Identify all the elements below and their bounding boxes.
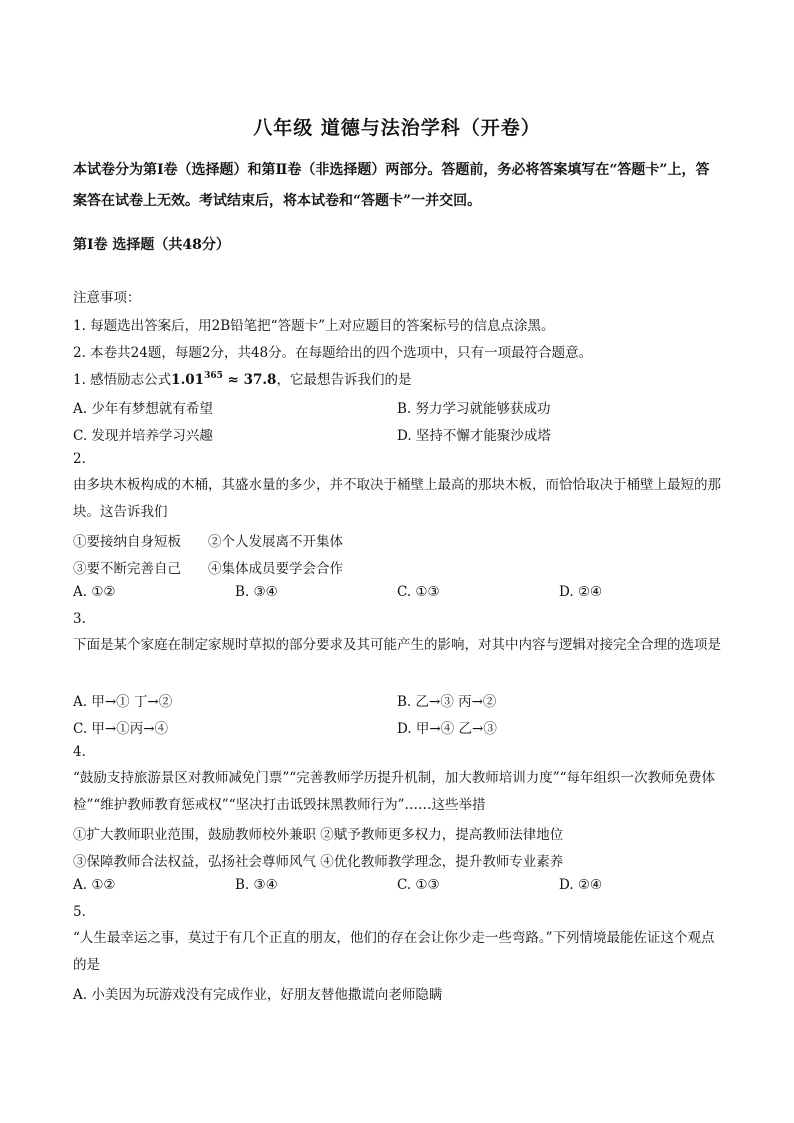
question-2-stem: 由多块木板构成的木桶，其盛水量的多少，并不取决于桶壁上最高的那块木板，而恰恰取决于桶壁上最短的那块。这告诉我们 — [73, 477, 721, 520]
statement: ①要接纳自身短板 ②个人发展离不开集体 — [73, 534, 343, 550]
page-title: 八年级 道德与法治学科（开卷） — [253, 117, 541, 139]
option: C. ①③ — [397, 584, 440, 600]
note-item: 1. 每题选出答案后，用2B铅笔把“答题卡”上对应题目的答案标号的信息点涂黑。 — [73, 318, 555, 334]
question-1-stem — [73, 368, 411, 388]
statement: ③要不断完善自己 ④集体成员要学会合作 — [73, 561, 343, 577]
option: A. ①② — [73, 584, 116, 600]
option: C. ①③ — [397, 877, 440, 893]
question-number: 2. — [73, 451, 86, 467]
option: D. 坚持不懈才能聚沙成塔 — [397, 428, 551, 444]
option: B. 乙→③ 丙→② — [397, 694, 497, 710]
option: A. 少年有梦想就有希望 — [73, 401, 213, 417]
exam-instructions: 本试卷分为第Ⅰ卷（选择题）和第Ⅱ卷（非选择题）两部分。答题前，务必将答案填写在“答题卡”上，答案答在试卷上无效。考试结束后，将本试卷和“答题卡”一并交回。 — [73, 162, 710, 209]
option: C. 发现并培养学习兴趣 — [73, 428, 213, 444]
formula-exponent: 365 — [204, 371, 223, 381]
option: B. 努力学习就能够获成功 — [397, 401, 551, 417]
option: B. ③④ — [235, 584, 278, 600]
option: A. 小美因为玩游戏没有完成作业，好朋友替他撒谎向老师隐瞒 — [73, 987, 443, 1003]
question-4-stem: “鼓励支持旅游景区对教师减免门票”“完善教师学历提升机制，加大教师培训力度”“每年组织一次教师免费体检”“维护教师教育惩戒权”“坚决打击诋毁抹黑教师行为”……这些举措 — [73, 770, 716, 813]
option: B. ③④ — [235, 877, 278, 893]
option: A. ①② — [73, 877, 116, 893]
option: D. ②④ — [559, 584, 603, 600]
question-5-stem: “人生最幸运之事，莫过于有几个正直的朋友，他们的存在会让你少走一些弯路。”下列情境最能佐证这个观点的是 — [73, 930, 715, 973]
question-1-suffix: ，它最想告诉我们的是 — [276, 372, 412, 388]
section-title: 第Ⅰ卷 选择题（共48分） — [73, 237, 230, 253]
option: D. ②④ — [559, 877, 603, 893]
question-number: 4. — [73, 744, 86, 760]
formula-base: 1.01 — [171, 372, 205, 388]
question-number: 3. — [73, 611, 86, 627]
statement: ③保障教师合法权益，弘扬社会尊师风气 ④优化教师教学理念，提升教师专业素养 — [73, 854, 564, 870]
formula-approx: ≈ 37.8 — [222, 372, 277, 388]
option: D. 甲→④ 乙→③ — [397, 721, 497, 737]
option: A. 甲→① 丁→② — [73, 694, 173, 710]
option: C. 甲→①丙→④ — [73, 721, 169, 737]
question-3-stem: 下面是某个家庭在制定家规时草拟的部分要求及其可能产生的影响，对其中内容与逻辑对接完全合理的选项是 — [73, 637, 721, 653]
note-item: 2. 本卷共24题，每题2分，共48分。在每题给出的四个选项中，只有一项最符合题意。 — [73, 345, 593, 361]
question-number: 5. — [73, 904, 86, 920]
question-1-prefix: 1. 感悟励志公式 — [73, 372, 172, 388]
statement: ①扩大教师职业范围，鼓励教师校外兼职 ②赋予教师更多权力，提高教师法律地位 — [73, 827, 564, 843]
notes-heading: 注意事项： — [73, 290, 141, 306]
